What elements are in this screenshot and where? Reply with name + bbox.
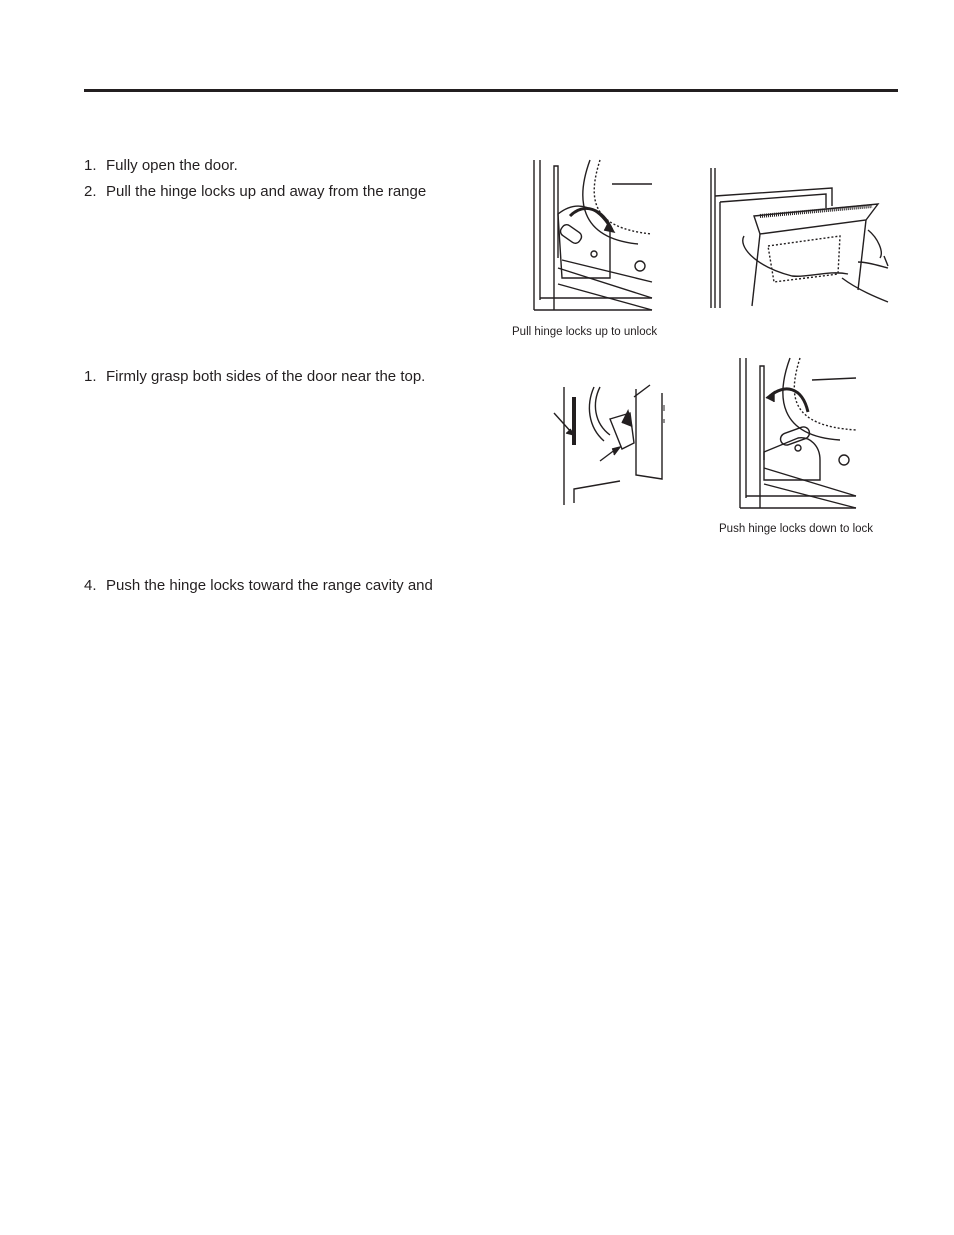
- door-removal-illustration: [708, 166, 890, 311]
- step-number: 1.: [84, 368, 97, 385]
- instruction-step: [84, 368, 425, 386]
- instruction-step: [84, 577, 433, 595]
- step-number: 4.: [84, 577, 97, 594]
- instruction-step: [84, 157, 238, 175]
- hinge-unlock-illustration: [528, 158, 658, 313]
- unlock-caption: Pull hinge locks up to unlock: [512, 326, 658, 338]
- step-text: Pull the hinge locks up and away from the range: [106, 183, 427, 200]
- hinge-slot-illustration: [550, 383, 668, 508]
- lock-caption: Push hinge locks down to lock: [719, 523, 874, 535]
- step-text: Fully open the door.: [106, 157, 238, 174]
- step-number: 1.: [84, 157, 97, 174]
- hinge-lock-illustration: [736, 356, 860, 512]
- step-text: Firmly grasp both sides of the door near the top.: [106, 368, 426, 385]
- instruction-step: [84, 183, 426, 201]
- header-rule: [84, 89, 898, 92]
- step-number: 2.: [84, 183, 97, 200]
- step-text: Push the hinge locks toward the range cavity and: [106, 577, 433, 594]
